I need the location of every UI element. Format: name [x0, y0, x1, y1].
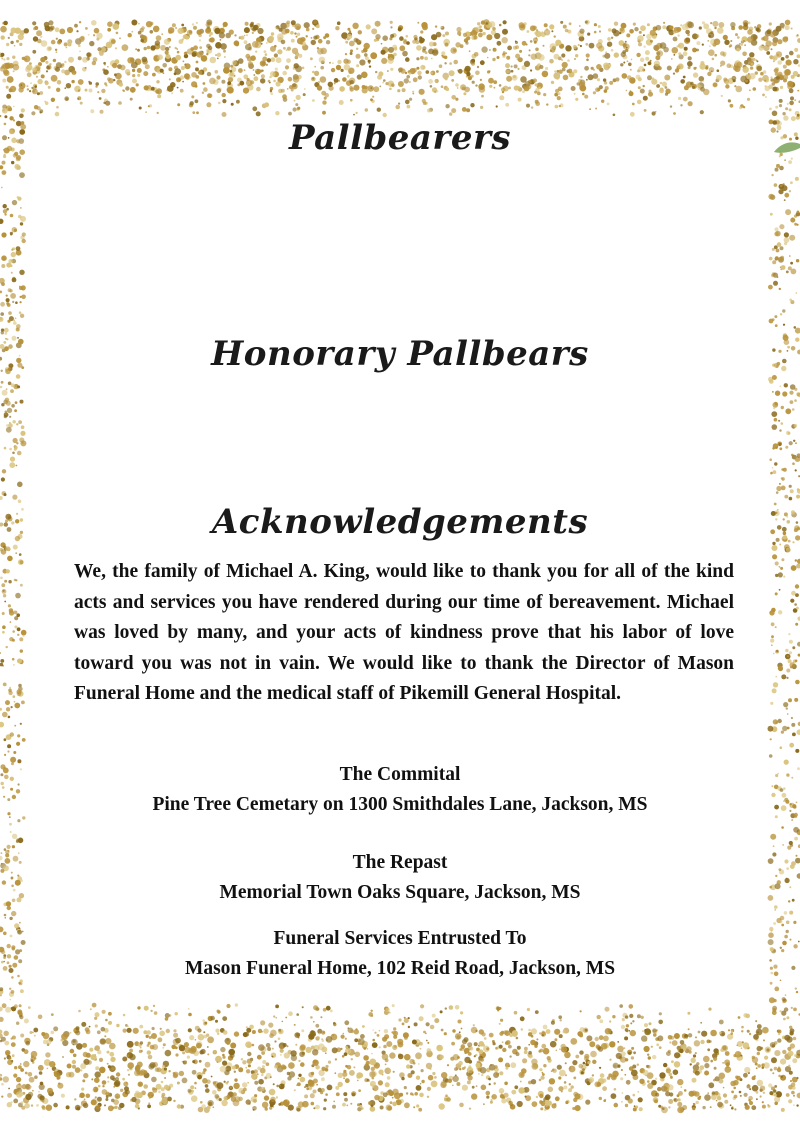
funeral-services-section	[0, 924, 800, 984]
funeral-home-address: Mason Funeral Home, 102 Reid Road, Jackson, MS	[184, 958, 616, 979]
pallbearers-heading: Pallbearers	[288, 118, 512, 158]
committal-location: Pine Tree Cemetary on 1300 Smithdales Lane, Jackson, MS	[152, 794, 648, 815]
committal-section	[0, 760, 800, 820]
repast-section	[0, 848, 800, 908]
honorary-pallbearers-heading: Honorary Pallbears	[211, 334, 589, 374]
repast-location: Memorial Town Oaks Square, Jackson, MS	[219, 882, 581, 903]
acknowledgement-paragraph: We, the family of Michael A. King, would like to thank you for all of the kind acts and services you have rendered during our time of bereavement. Michael was loved by many, and your acts of kindness prove that his labor of love toward you was not in vain. We would like to thank the Director of Mason Funeral Home and the medical staff of Pikemill General Hospital.	[74, 561, 734, 704]
committal-title: The Commital	[339, 764, 461, 785]
acknowledgements-heading: Acknowledgements	[211, 502, 589, 542]
funeral-services-title: Funeral Services Entrusted To	[273, 928, 527, 949]
repast-title: The Repast	[352, 852, 448, 873]
